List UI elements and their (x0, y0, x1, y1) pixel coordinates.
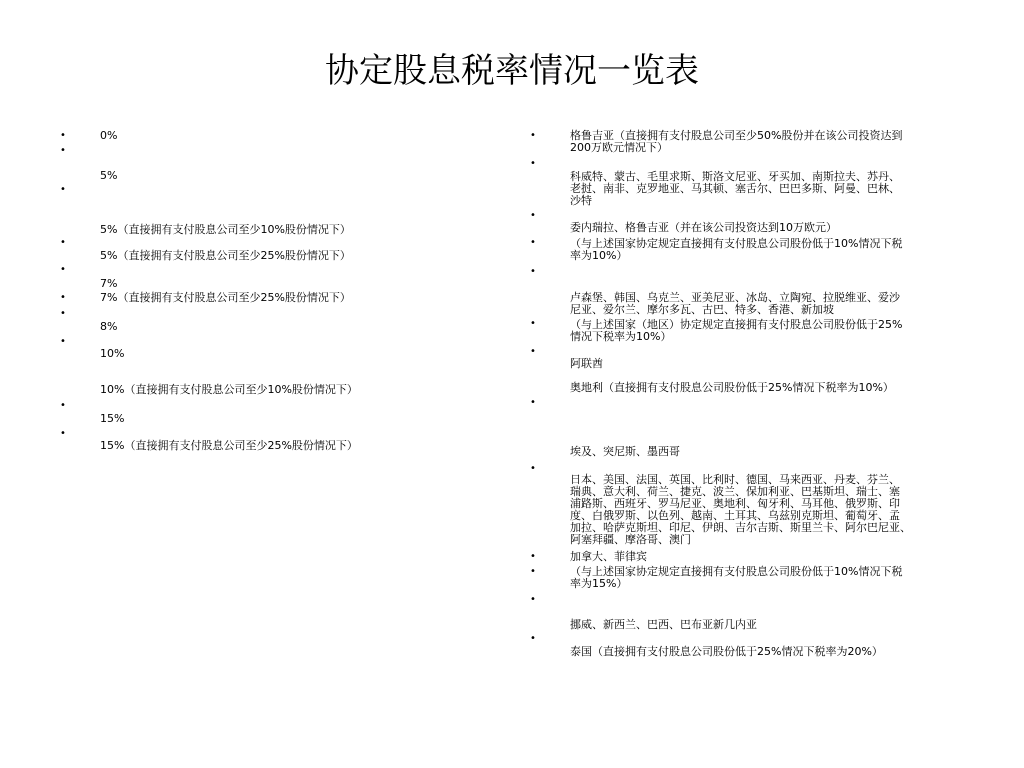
list-item: 科威特、蒙古、毛里求斯、斯洛文尼亚、牙买加、南斯拉夫、苏丹、 (570, 170, 900, 183)
bullet-icon: • (530, 210, 536, 221)
bullet-icon: • (60, 237, 66, 248)
list-item: 10% (100, 347, 125, 360)
list-item: 日本、美国、法国、英国、比利时、德国、马来西亚、丹麦、芬兰、 (570, 473, 900, 486)
list-item: 率为10%） (570, 249, 628, 262)
list-item: 加拉、哈萨克斯坦、印尼、伊朗、吉尔吉斯、斯里兰卡、阿尔巴尼亚、 (570, 521, 911, 534)
bullet-icon: • (530, 594, 536, 605)
list-item: 尼亚、爱尔兰、摩尔多瓦、古巴、特多、香港、新加坡 (570, 303, 834, 316)
bullet-icon: • (60, 428, 66, 439)
bullet-icon: • (530, 130, 536, 141)
bullet-icon: • (530, 551, 536, 562)
list-item: 率为15%） (570, 577, 628, 590)
bullet-icon: • (530, 633, 536, 644)
bullet-icon: • (60, 336, 66, 347)
list-item: 瑞典、意大利、荷兰、捷克、波兰、保加利亚、巴基斯坦、瑞士、塞 (570, 485, 900, 498)
list-item: 8% (100, 320, 118, 333)
bullet-icon: • (530, 566, 536, 577)
list-item: 5% (100, 169, 118, 182)
list-item: （与上述国家协定规定直接拥有支付股息公司股份低于10%情况下税 (570, 237, 903, 250)
list-item: 7% (100, 277, 118, 290)
list-item: 10%（直接拥有支付股息公司至少10%股份情况下） (100, 383, 358, 396)
bullet-icon: • (530, 397, 536, 408)
list-item: 度、白俄罗斯、以色列、越南、土耳其、乌兹别克斯坦、葡萄牙、孟 (570, 509, 900, 522)
bullet-icon: • (60, 264, 66, 275)
bullet-icon: • (530, 237, 536, 248)
page-title: 协定股息税率情况一览表 (325, 51, 699, 91)
bullet-icon: • (530, 158, 536, 169)
list-item: 埃及、突尼斯、墨西哥 (570, 445, 680, 458)
list-item: 泰国（直接拥有支付股息公司股份低于25%情况下税率为20%） (570, 645, 883, 658)
list-item: 格鲁吉亚（直接拥有支付股息公司至少50%股份并在该公司投资达到 (570, 129, 903, 142)
bullet-icon: • (60, 292, 66, 303)
bullet-icon: • (530, 346, 536, 357)
list-item: 15%（直接拥有支付股息公司至少25%股份情况下） (100, 439, 358, 452)
bullet-icon: • (60, 145, 66, 156)
list-item: 挪威、新西兰、巴西、巴布亚新几内亚 (570, 618, 757, 631)
list-item: 奥地利（直接拥有支付股息公司股份低于25%情况下税率为10%） (570, 381, 894, 394)
bullet-icon: • (60, 130, 66, 141)
list-item: 7%（直接拥有支付股息公司至少25%股份情况下） (100, 291, 351, 304)
list-item: 加拿大、菲律宾 (570, 550, 647, 563)
bullet-icon: • (530, 463, 536, 474)
list-item: 阿联酋 (570, 357, 603, 370)
bullet-icon: • (60, 184, 66, 195)
list-item: 200万欧元情况下） (570, 141, 668, 154)
list-item: 阿塞拜疆、摩洛哥、澳门 (570, 533, 691, 546)
list-item: 浦路斯、西班牙、罗马尼亚、奥地利、匈牙利、马耳他、俄罗斯、印 (570, 497, 900, 510)
bullet-icon: • (530, 318, 536, 329)
list-item: 5%（直接拥有支付股息公司至少10%股份情况下） (100, 223, 351, 236)
list-item: （与上述国家（地区）协定规定直接拥有支付股息公司股份低于25% (570, 318, 903, 331)
list-item: 委内瑞拉、格鲁吉亚（并在该公司投资达到10万欧元） (570, 221, 837, 234)
list-item: 卢森堡、韩国、乌克兰、亚美尼亚、冰岛、立陶宛、拉脱维亚、爱沙 (570, 291, 900, 304)
list-item: 老挝、南非、克罗地亚、马其顿、塞舌尔、巴巴多斯、阿曼、巴林、 (570, 182, 900, 195)
bullet-icon: • (60, 308, 66, 319)
list-item: 沙特 (570, 194, 592, 207)
list-item: 情况下税率为10%） (570, 330, 672, 343)
list-item: 15% (100, 412, 125, 425)
list-item: 5%（直接拥有支付股息公司至少25%股份情况下） (100, 249, 351, 262)
bullet-icon: • (530, 266, 536, 277)
list-item: 0% (100, 129, 118, 142)
list-item: （与上述国家协定规定直接拥有支付股息公司股份低于10%情况下税 (570, 565, 903, 578)
bullet-icon: • (60, 400, 66, 411)
